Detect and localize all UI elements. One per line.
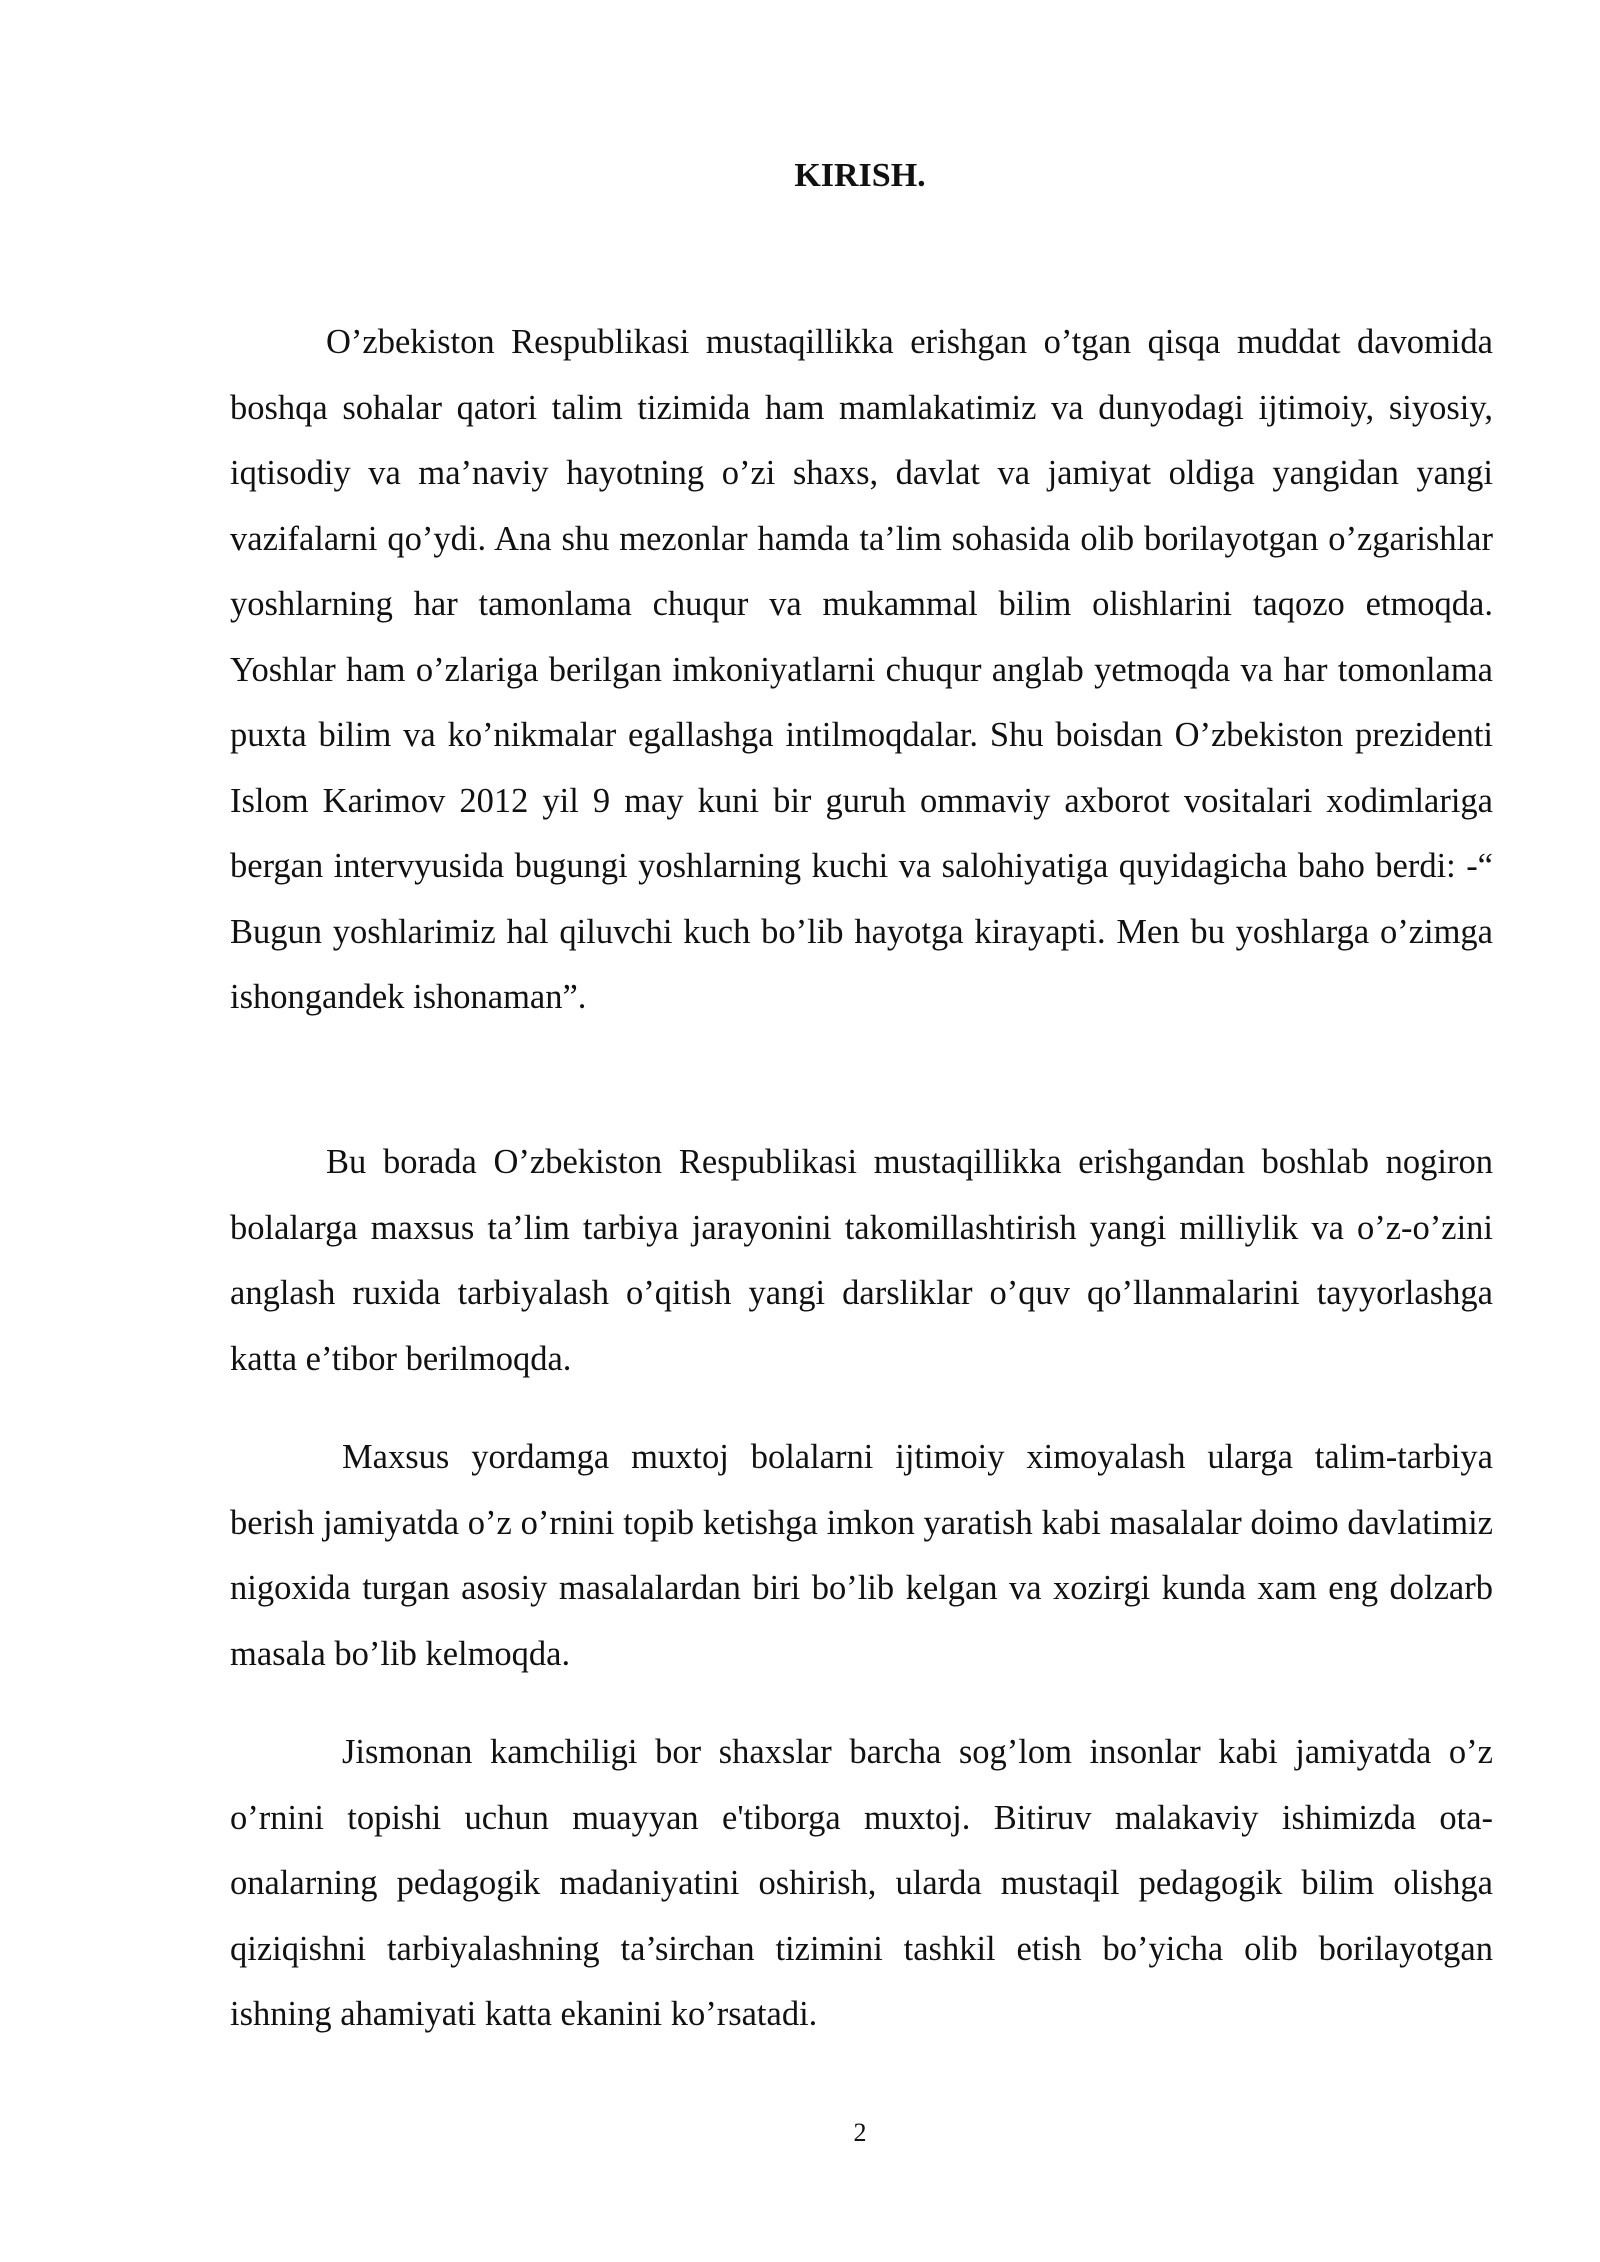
paragraph-4: Jismonan kamchiligi bor shaxslar barcha sog’lom insonlar kabi jamiyatda o’z o’rnini topishi uchun muayyan e'tiborga muxtoj. Bitiruv malakaviy ishimizda ota-onalarning pedagogik madaniyatini oshirish, ularda mustaqil pedagogik bilim olishga qiziqishni tarbiyalashning ta’sirchan tizimini tashkil etish bo’yicha olib borilayotgan ishning ahamiyati katta ekanini ko’rsatadi.: [230, 1733, 1493, 2033]
paragraph-3: Maxsus yordamga muxtoj bolalarni ijtimoiy ximoyalash ularga talim-tarbiya berish jamiyatda o’z o’rnini topib ketishga imkon yaratish kabi masalalar doimo davlatimiz nigoxida turgan asosiy masalalardan biri bo’lib kelgan va xozirgi kunda xam eng dolzarb masala bo’lib kelmoqda.: [230, 1438, 1493, 1673]
paragraph-1: O’zbekiston Respublikasi mustaqillikka erishgan o’tgan qisqa muddat davomida boshqa sohalar qatori talim tizimida ham mamlakatimiz va dunyodagi ijtimoiy, siyosiy, iqtisodiy va ma’naviy hayotning o’zi shaxs, davlat va jamiyat oldiga yangidan yangi vazifalarni qo’ydi. Ana shu mezonlar hamda ta’lim sohasida olib borilayotgan o’zgarishlar yoshlarning har tamonlama chuqur va mukammal bilim olishlarini taqozo etmoqda. Yoshlar ham o’zlariga berilgan imkoniyatlarni chuqur anglab yetmoqda va har tomonlama puxta bilim va ko’nikmalar egallashga intilmoqdalar. Shu boisdan O’zbekiston prezidenti Islom Karimov 2012 yil 9 may kuni bir guruh ommaviy axborot vositalari xodimlariga bergan intervyusida bugungi yoshlarning kuchi va salohiyatiga quyidagicha baho berdi: -“ Bugun yoshlarimiz hal qiluvchi kuch bo’lib hayotga kirayapti. Men bu yoshlarga o’zimga ishongandek ishonaman”.: [230, 323, 1493, 1016]
page-number: 2: [853, 2118, 867, 2147]
page-title: KIRISH.: [794, 157, 926, 194]
paragraph-2: Bu borada O’zbekiston Respublikasi mustaqillikka erishgandan boshlab nogiron bolalarga maxsus ta’lim tarbiya jarayonini takomillashtirish yangi milliylik va o’z-o’zini anglash ruxida tarbiyalash o’qitish yangi darsliklar o’quv qo’llanmalarini tayyorlashga katta e’tibor berilmoqda.: [230, 1143, 1493, 1378]
